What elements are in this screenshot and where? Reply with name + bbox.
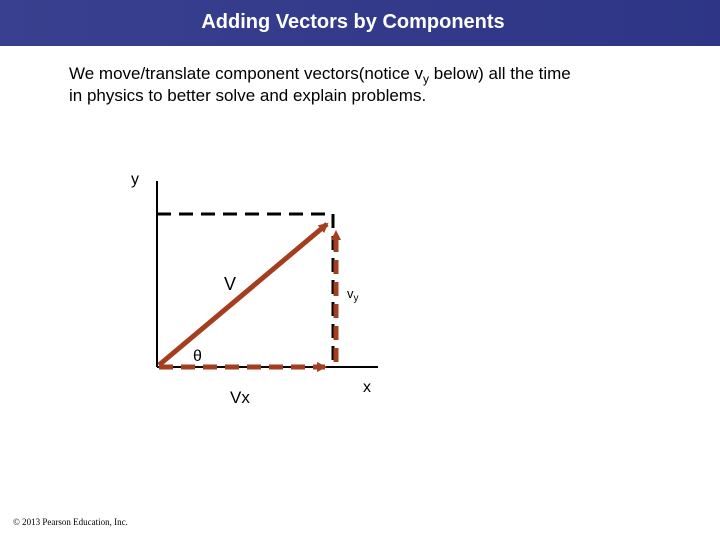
x-axis-label: x — [363, 379, 371, 396]
component-vy-subscript: y — [353, 293, 359, 304]
copyright-notice: © 2013 Pearson Education, Inc. — [13, 517, 128, 527]
slide-title: Adding Vectors by Components — [201, 11, 505, 33]
body-line1-subscript: y — [423, 72, 430, 86]
vector-v-label: V — [224, 274, 237, 294]
body-line1-post: below) all the time — [429, 64, 571, 83]
component-vy-label — [347, 286, 359, 304]
y-axis-label: y — [131, 171, 139, 188]
component-vx-label: Vx — [230, 388, 250, 407]
vector-v-arrow — [159, 224, 327, 365]
body-line2: in physics to better solve and explain problems. — [69, 86, 427, 105]
component-vy-main: v — [347, 286, 354, 301]
angle-theta-label: θ — [193, 348, 202, 365]
body-line1-pre: We move/translate component vectors(notice v — [69, 64, 424, 83]
